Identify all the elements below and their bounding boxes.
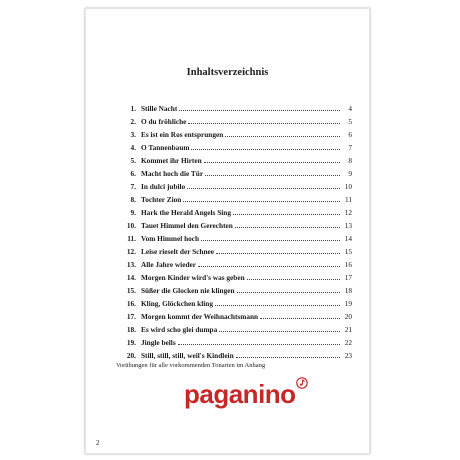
toc-entry-number: 11. (127, 234, 136, 243)
toc-entry-title: Kling, Glöckchen kling (141, 299, 213, 308)
toc-entry (118, 309, 352, 322)
logo-text: paganino (184, 379, 296, 409)
toc-entry (118, 114, 352, 127)
toc-entry-title: Macht hoch die Tür (141, 169, 204, 178)
leader-dots (233, 205, 340, 215)
leader-dots (247, 270, 340, 280)
toc-entry (118, 127, 352, 140)
toc-entry-number: 7. (130, 182, 136, 191)
toc-entry-page: 11 (344, 195, 352, 204)
toc-entry-number: 5. (130, 156, 136, 165)
toc-entry-number: 16. (126, 299, 136, 308)
toc-entry-page: 21 (344, 325, 352, 334)
toc-entry (118, 296, 352, 309)
toc-entry-title: Tauet Himmel den Gerechten (141, 221, 233, 230)
toc-entry-number: 10. (126, 221, 136, 230)
toc-entry (118, 322, 352, 335)
leader-dots (237, 283, 340, 293)
toc-entry-title: Süßer die Glocken nie klingen (141, 286, 235, 295)
toc-entry-title: Alle Jahre wieder (141, 260, 196, 269)
toc-entry (118, 140, 352, 153)
toc-entry-number: 18. (126, 325, 136, 334)
toc-entry-title: Morgen kommt der Weihnachtsmann (141, 312, 259, 321)
toc-entry-page: 8 (348, 156, 352, 165)
toc-entry-title: Still, still, still, weil's Kindlein (141, 351, 234, 360)
page-number: 2 (96, 439, 100, 447)
toc-entry-number: 3. (130, 130, 136, 139)
toc-entry-page: 18 (344, 286, 352, 295)
toc-title: Inhaltsverzeichnis (186, 67, 269, 78)
leader-dots (216, 244, 340, 254)
toc-entry-page: 17 (344, 273, 352, 282)
toc-entry-number: 9. (130, 208, 136, 217)
leader-dots (225, 127, 340, 137)
toc-entry-title: Tochter Zion (141, 195, 182, 204)
toc-entry-number: 8. (130, 195, 136, 204)
toc-entry-page: 7 (348, 143, 352, 152)
leader-dots (205, 166, 340, 176)
toc-entry-number: 6. (130, 169, 136, 178)
toc-entry-number: 17. (126, 312, 136, 321)
toc-entry (118, 205, 352, 218)
toc-entry-title: O Tannenbaum (141, 143, 190, 152)
toc-entry-title: O du fröhliche (141, 117, 187, 126)
leader-dots (187, 179, 340, 189)
toc-entry-number: 20. (126, 351, 136, 360)
toc-entry (118, 153, 352, 166)
toc-entry-page: 15 (344, 247, 352, 256)
toc-entry-number: 14. (126, 273, 136, 282)
leader-dots (215, 296, 340, 306)
document-page (85, 8, 370, 454)
toc-entry-page: 22 (344, 338, 352, 347)
leader-dots (198, 257, 340, 267)
toc-entry-number: 1. (130, 104, 136, 113)
toc-entry-page: 14 (344, 234, 352, 243)
leader-dots (191, 140, 340, 150)
leader-dots (204, 153, 340, 163)
toc-entry (118, 101, 352, 114)
leader-dots (201, 231, 340, 241)
toc-entry-number: 4. (130, 143, 136, 152)
leader-dots (179, 101, 340, 111)
toc-entry (118, 283, 352, 296)
toc-entry-title: Morgen Kinder wird's was geben (141, 273, 245, 282)
leader-dots (260, 309, 340, 319)
toc-entry-page: 16 (344, 260, 352, 269)
toc-entry (118, 179, 352, 192)
toc-entry-page: 13 (344, 221, 352, 230)
leader-dots (188, 114, 340, 124)
toc-entry-title: Vom Himmel hoch (141, 234, 200, 243)
toc-entry-page: 5 (348, 117, 352, 126)
toc-entry (118, 244, 352, 257)
toc-entry-number: 19. (126, 338, 136, 347)
toc-entry-title: Es wird scho glei dumpa (141, 325, 218, 334)
leader-dots (183, 192, 340, 202)
toc-entry (118, 335, 352, 348)
appendix-note: Vorübungen für alle vorkommenden Tonarten im Anhang (116, 362, 266, 369)
toc-entry-number: 13. (126, 260, 136, 269)
toc-entry (118, 257, 352, 270)
toc-entry (118, 231, 352, 244)
toc-entry (118, 348, 352, 361)
toc-entry-page: 23 (344, 351, 352, 360)
toc-entry-page: 6 (348, 130, 352, 139)
toc-entry-title: Kommet ihr Hirten (141, 156, 202, 165)
toc-entry-title: Es ist ein Ros entsprungen (141, 130, 224, 139)
toc-entry-title: Stille Nacht (141, 104, 178, 113)
toc-entry-page: 12 (344, 208, 352, 217)
leader-dots (178, 335, 340, 345)
toc-entry-number: 15. (126, 286, 136, 295)
music-note-icon (296, 377, 308, 389)
toc-entry (118, 166, 352, 179)
toc-entry (118, 270, 352, 283)
toc-entry-title: Jingle bells (141, 338, 176, 347)
toc-entry-title: In dulci jubilo (141, 182, 186, 191)
toc-entry-page: 20 (344, 312, 352, 321)
toc-entry-number: 12. (126, 247, 136, 256)
toc-entry (118, 192, 352, 205)
toc-entry-page: 9 (348, 169, 352, 178)
leader-dots (219, 322, 340, 332)
toc-entry-page: 4 (348, 104, 352, 113)
toc-list (118, 101, 352, 361)
toc-entry (118, 218, 352, 231)
paganino-logo (184, 379, 296, 413)
toc-entry-title: Hark the Herald Angels Sing (141, 208, 232, 217)
leader-dots (236, 348, 340, 358)
toc-entry-number: 2. (130, 117, 136, 126)
toc-entry-title: Leise rieselt der Schnee (141, 247, 215, 256)
toc-entry-page: 10 (344, 182, 352, 191)
leader-dots (235, 218, 340, 228)
toc-entry-page: 19 (344, 299, 352, 308)
